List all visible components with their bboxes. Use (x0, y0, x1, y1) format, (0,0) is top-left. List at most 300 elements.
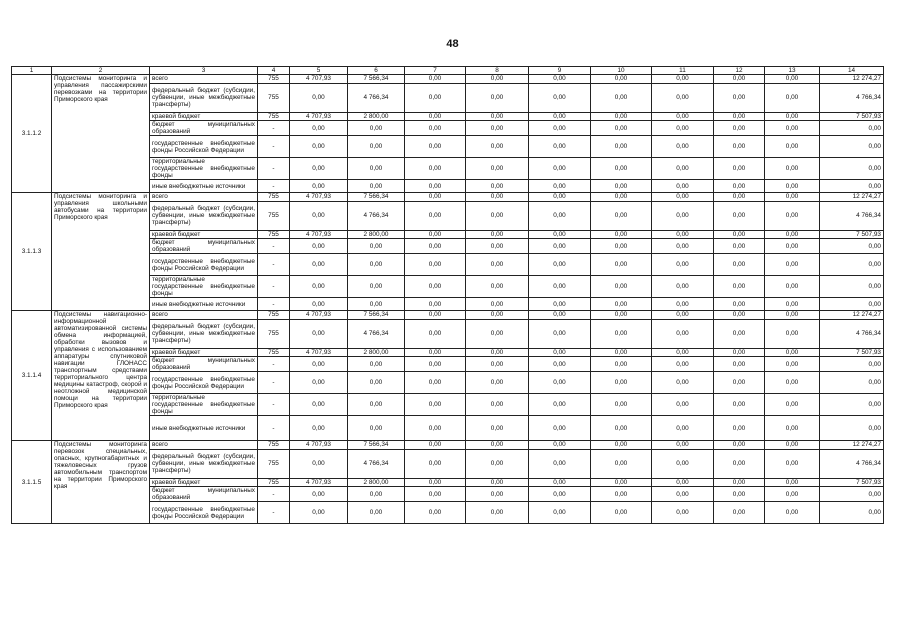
funding-source: федеральный бюджет (субсидии, субвенции, иные межбюджетные трансферты) (150, 319, 258, 348)
year-amount: 0,00 (714, 319, 765, 348)
year-amount: 4 707,93 (290, 193, 348, 202)
year-amount: 0,00 (466, 487, 529, 502)
year-amount: 0,00 (714, 136, 765, 158)
year-amount: 0,00 (405, 441, 466, 450)
year-amount: 0,00 (466, 311, 529, 320)
item-code: 3.1.1.5 (12, 441, 52, 524)
year-amount: 0,00 (290, 239, 348, 254)
year-amount: 0,00 (348, 394, 405, 416)
year-amount: 4 707,93 (290, 311, 348, 320)
year-amount: 0,00 (765, 112, 820, 121)
table-row (12, 311, 884, 320)
year-amount: 0,00 (405, 449, 466, 478)
year-amount: 0,00 (529, 502, 591, 524)
funding-source: территориальные государственные внебюджетные фонды (150, 394, 258, 416)
year-amount: 4 766,34 (348, 319, 405, 348)
year-amount: 0,00 (765, 298, 820, 311)
year-amount: 0,00 (765, 416, 820, 441)
column-header: 4 (258, 67, 290, 75)
year-amount: 7 566,34 (348, 75, 405, 84)
funding-source: территориальные государственные внебюджетные фонды (150, 276, 258, 298)
year-amount: 0,00 (591, 254, 652, 276)
grbs-code: - (258, 487, 290, 502)
year-amount: 0,00 (591, 357, 652, 372)
grbs-code: 755 (258, 478, 290, 487)
year-amount: 0,00 (405, 311, 466, 320)
year-amount: 0,00 (765, 158, 820, 180)
funding-source: краевой бюджет (150, 348, 258, 357)
grbs-code: 755 (258, 112, 290, 121)
total-amount: 12 274,27 (820, 311, 884, 320)
year-amount: 0,00 (405, 276, 466, 298)
year-amount: 0,00 (405, 394, 466, 416)
funding-source: краевой бюджет (150, 230, 258, 239)
year-amount: 0,00 (714, 441, 765, 450)
year-amount: 4 707,93 (290, 348, 348, 357)
year-amount: 0,00 (290, 372, 348, 394)
year-amount: 0,00 (290, 357, 348, 372)
grbs-code: 755 (258, 201, 290, 230)
year-amount: 0,00 (714, 158, 765, 180)
year-amount: 0,00 (714, 276, 765, 298)
item-name: Подсистемы мониторинга перевозок специальных, опасных, крупногабаритных и тяжеловесных грузов автомобильным транспортом на территории Приморского края (52, 441, 150, 524)
item-code: 3.1.1.2 (12, 75, 52, 193)
year-amount: 0,00 (714, 348, 765, 357)
total-amount: 7 507,93 (820, 348, 884, 357)
year-amount: 0,00 (652, 276, 714, 298)
year-amount: 0,00 (405, 357, 466, 372)
year-amount: 0,00 (652, 394, 714, 416)
total-amount: 0,00 (820, 239, 884, 254)
funding-source: государственные внебюджетные фонды Российской Федерации (150, 254, 258, 276)
year-amount: 0,00 (765, 83, 820, 112)
year-amount: 0,00 (652, 180, 714, 193)
year-amount: 0,00 (529, 230, 591, 239)
grbs-code: 755 (258, 75, 290, 84)
year-amount: 0,00 (529, 394, 591, 416)
year-amount: 0,00 (466, 180, 529, 193)
year-amount: 0,00 (591, 158, 652, 180)
year-amount: 0,00 (652, 239, 714, 254)
total-amount: 7 507,93 (820, 230, 884, 239)
year-amount: 0,00 (652, 449, 714, 478)
year-amount: 4 707,93 (290, 441, 348, 450)
year-amount: 0,00 (652, 112, 714, 121)
year-amount: 0,00 (714, 254, 765, 276)
year-amount: 0,00 (714, 357, 765, 372)
year-amount: 0,00 (591, 239, 652, 254)
total-amount: 0,00 (820, 276, 884, 298)
year-amount: 4 707,93 (290, 230, 348, 239)
year-amount: 0,00 (591, 311, 652, 320)
year-amount: 0,00 (591, 348, 652, 357)
year-amount: 0,00 (405, 136, 466, 158)
year-amount: 0,00 (765, 357, 820, 372)
total-amount: 7 507,93 (820, 112, 884, 121)
year-amount: 0,00 (405, 487, 466, 502)
year-amount: 2 800,00 (348, 230, 405, 239)
year-amount: 0,00 (348, 298, 405, 311)
funding-source: государственные внебюджетные фонды Российской Федерации (150, 502, 258, 524)
year-amount: 0,00 (652, 201, 714, 230)
year-amount: 0,00 (714, 201, 765, 230)
total-amount: 0,00 (820, 357, 884, 372)
year-amount: 0,00 (529, 298, 591, 311)
year-amount: 0,00 (290, 276, 348, 298)
year-amount: 0,00 (405, 83, 466, 112)
year-amount: 0,00 (466, 276, 529, 298)
year-amount: 0,00 (466, 112, 529, 121)
year-amount: 0,00 (765, 276, 820, 298)
year-amount: 2 800,00 (348, 348, 405, 357)
year-amount: 0,00 (529, 180, 591, 193)
table-row (12, 193, 884, 202)
funding-source: федеральный бюджет (субсидии, субвенции, иные межбюджетные трансферты) (150, 201, 258, 230)
total-amount: 0,00 (820, 254, 884, 276)
year-amount: 0,00 (652, 311, 714, 320)
year-amount: 0,00 (714, 416, 765, 441)
year-amount: 0,00 (290, 449, 348, 478)
year-amount: 0,00 (466, 394, 529, 416)
year-amount: 0,00 (529, 201, 591, 230)
year-amount: 0,00 (466, 254, 529, 276)
year-amount: 0,00 (529, 311, 591, 320)
year-amount: 0,00 (466, 357, 529, 372)
year-amount: 0,00 (591, 136, 652, 158)
year-amount: 0,00 (529, 121, 591, 136)
year-amount: 0,00 (714, 112, 765, 121)
column-header: 6 (348, 67, 405, 75)
grbs-code: 755 (258, 83, 290, 112)
grbs-code: 755 (258, 311, 290, 320)
grbs-code: 755 (258, 441, 290, 450)
year-amount: 0,00 (466, 449, 529, 478)
year-amount: 0,00 (466, 75, 529, 84)
year-amount: 0,00 (348, 487, 405, 502)
total-amount: 0,00 (820, 298, 884, 311)
year-amount: 0,00 (591, 83, 652, 112)
year-amount: 0,00 (405, 230, 466, 239)
year-amount: 0,00 (714, 298, 765, 311)
total-amount: 4 766,34 (820, 83, 884, 112)
grbs-code: - (258, 298, 290, 311)
year-amount: 0,00 (529, 319, 591, 348)
year-amount: 0,00 (290, 201, 348, 230)
year-amount: 2 800,00 (348, 478, 405, 487)
year-amount: 0,00 (348, 239, 405, 254)
year-amount: 0,00 (714, 121, 765, 136)
year-amount: 0,00 (466, 372, 529, 394)
column-header: 12 (714, 67, 765, 75)
year-amount: 0,00 (348, 254, 405, 276)
grbs-code: 755 (258, 319, 290, 348)
grbs-code: - (258, 121, 290, 136)
grbs-code: - (258, 372, 290, 394)
year-amount: 0,00 (591, 449, 652, 478)
year-amount: 0,00 (714, 239, 765, 254)
year-amount: 0,00 (529, 136, 591, 158)
year-amount: 0,00 (290, 254, 348, 276)
total-amount: 0,00 (820, 372, 884, 394)
year-amount: 0,00 (529, 158, 591, 180)
column-header: 8 (466, 67, 529, 75)
year-amount: 0,00 (466, 83, 529, 112)
year-amount: 0,00 (405, 158, 466, 180)
year-amount: 0,00 (466, 230, 529, 239)
year-amount: 0,00 (765, 75, 820, 84)
year-amount: 0,00 (714, 180, 765, 193)
year-amount: 0,00 (405, 180, 466, 193)
grbs-code: - (258, 276, 290, 298)
year-amount: 0,00 (714, 193, 765, 202)
funding-source: краевой бюджет (150, 112, 258, 121)
table-row (12, 441, 884, 450)
total-amount: 12 274,27 (820, 441, 884, 450)
grbs-code: - (258, 158, 290, 180)
year-amount: 0,00 (405, 254, 466, 276)
year-amount: 0,00 (714, 478, 765, 487)
year-amount: 0,00 (529, 348, 591, 357)
year-amount: 0,00 (765, 319, 820, 348)
year-amount: 0,00 (529, 449, 591, 478)
funding-source: федеральный бюджет (субсидии, субвенции, иные межбюджетные трансферты) (150, 449, 258, 478)
year-amount: 0,00 (591, 372, 652, 394)
year-amount: 0,00 (652, 83, 714, 112)
year-amount: 0,00 (529, 276, 591, 298)
year-amount: 0,00 (652, 348, 714, 357)
funding-source: бюджет муниципальных образований (150, 357, 258, 372)
year-amount: 0,00 (405, 319, 466, 348)
funding-source: бюджет муниципальных образований (150, 121, 258, 136)
grbs-code: - (258, 357, 290, 372)
year-amount: 7 566,34 (348, 311, 405, 320)
total-amount: 4 766,34 (820, 319, 884, 348)
year-amount: 0,00 (290, 487, 348, 502)
year-amount: 0,00 (652, 254, 714, 276)
year-amount: 0,00 (290, 416, 348, 441)
year-amount: 0,00 (765, 201, 820, 230)
column-header: 10 (591, 67, 652, 75)
total-amount: 12 274,27 (820, 193, 884, 202)
year-amount: 0,00 (405, 201, 466, 230)
year-amount: 0,00 (405, 478, 466, 487)
year-amount: 0,00 (765, 136, 820, 158)
column-header: 9 (529, 67, 591, 75)
year-amount: 0,00 (714, 83, 765, 112)
year-amount: 4 707,93 (290, 478, 348, 487)
funding-source: иные внебюджетные источники (150, 298, 258, 311)
year-amount: 0,00 (290, 502, 348, 524)
year-amount: 0,00 (714, 372, 765, 394)
funding-source: всего (150, 441, 258, 450)
year-amount: 0,00 (652, 193, 714, 202)
year-amount: 0,00 (466, 319, 529, 348)
total-amount: 0,00 (820, 121, 884, 136)
year-amount: 4 707,93 (290, 112, 348, 121)
budget-table (11, 66, 884, 524)
year-amount: 0,00 (765, 372, 820, 394)
grbs-code: - (258, 502, 290, 524)
year-amount: 0,00 (466, 158, 529, 180)
year-amount: 0,00 (348, 121, 405, 136)
year-amount: 0,00 (765, 502, 820, 524)
table-row (12, 75, 884, 84)
total-amount: 0,00 (820, 487, 884, 502)
year-amount: 0,00 (765, 193, 820, 202)
year-amount: 0,00 (348, 136, 405, 158)
total-amount: 0,00 (820, 158, 884, 180)
column-header: 2 (52, 67, 150, 75)
year-amount: 0,00 (591, 230, 652, 239)
year-amount: 0,00 (652, 357, 714, 372)
year-amount: 0,00 (466, 441, 529, 450)
year-amount: 0,00 (591, 75, 652, 84)
funding-source: территориальные государственные внебюджетные фонды (150, 158, 258, 180)
year-amount: 0,00 (405, 239, 466, 254)
year-amount: 0,00 (591, 502, 652, 524)
year-amount: 0,00 (405, 298, 466, 311)
year-amount: 0,00 (290, 319, 348, 348)
year-amount: 0,00 (290, 298, 348, 311)
year-amount: 4 766,34 (348, 449, 405, 478)
total-amount: 4 766,34 (820, 449, 884, 478)
year-amount: 0,00 (765, 487, 820, 502)
total-amount: 7 507,93 (820, 478, 884, 487)
year-amount: 0,00 (348, 276, 405, 298)
year-amount: 0,00 (348, 180, 405, 193)
grbs-code: - (258, 136, 290, 158)
year-amount: 0,00 (765, 441, 820, 450)
column-header: 14 (820, 67, 884, 75)
year-amount: 0,00 (652, 75, 714, 84)
year-amount: 0,00 (348, 416, 405, 441)
year-amount: 0,00 (466, 478, 529, 487)
year-amount: 4 766,34 (348, 83, 405, 112)
year-amount: 0,00 (765, 478, 820, 487)
funding-source: федеральный бюджет (субсидии, субвенции, иные межбюджетные трансферты) (150, 83, 258, 112)
year-amount: 0,00 (466, 121, 529, 136)
year-amount: 0,00 (348, 502, 405, 524)
year-amount: 0,00 (714, 230, 765, 239)
total-amount: 0,00 (820, 180, 884, 193)
year-amount: 0,00 (529, 75, 591, 84)
year-amount: 0,00 (405, 75, 466, 84)
year-amount: 0,00 (405, 372, 466, 394)
year-amount: 0,00 (652, 478, 714, 487)
grbs-code: 755 (258, 348, 290, 357)
year-amount: 0,00 (529, 357, 591, 372)
grbs-code: - (258, 239, 290, 254)
year-amount: 0,00 (652, 372, 714, 394)
column-header: 5 (290, 67, 348, 75)
year-amount: 0,00 (765, 230, 820, 239)
column-header: 1 (12, 67, 52, 75)
funding-source: краевой бюджет (150, 478, 258, 487)
year-amount: 0,00 (348, 158, 405, 180)
year-amount: 0,00 (529, 83, 591, 112)
funding-source: государственные внебюджетные фонды Российской Федерации (150, 136, 258, 158)
year-amount: 0,00 (591, 394, 652, 416)
grbs-code: 755 (258, 193, 290, 202)
year-amount: 2 800,00 (348, 112, 405, 121)
year-amount: 0,00 (405, 193, 466, 202)
year-amount: 0,00 (466, 298, 529, 311)
year-amount: 0,00 (529, 254, 591, 276)
header-row (12, 67, 884, 75)
year-amount: 0,00 (591, 319, 652, 348)
year-amount: 7 566,34 (348, 441, 405, 450)
year-amount: 0,00 (529, 112, 591, 121)
year-amount: 0,00 (290, 158, 348, 180)
year-amount: 7 566,34 (348, 193, 405, 202)
year-amount: 0,00 (466, 348, 529, 357)
item-name: Подсистемы навигационно-информационной автоматизированной системы обмена информацией, обработки вызовов и управления с использованием аппаратуры спутниковой навигации ГЛОНАСС транспортным средствами территориального центра медицины катастроф, скорой и неотложной медицинской помощи на территории Приморского края (52, 311, 150, 441)
year-amount: 0,00 (765, 394, 820, 416)
year-amount: 0,00 (652, 319, 714, 348)
year-amount: 0,00 (765, 311, 820, 320)
year-amount: 0,00 (591, 416, 652, 441)
year-amount: 0,00 (405, 121, 466, 136)
item-code: 3.1.1.3 (12, 193, 52, 311)
year-amount: 0,00 (591, 121, 652, 136)
year-amount: 4 766,34 (348, 201, 405, 230)
item-code: 3.1.1.4 (12, 311, 52, 441)
year-amount: 0,00 (652, 230, 714, 239)
grbs-code: - (258, 180, 290, 193)
grbs-code: - (258, 254, 290, 276)
year-amount: 0,00 (290, 83, 348, 112)
column-header: 3 (150, 67, 258, 75)
grbs-code: 755 (258, 449, 290, 478)
total-amount: 0,00 (820, 416, 884, 441)
year-amount: 0,00 (652, 416, 714, 441)
total-amount: 12 274,27 (820, 75, 884, 84)
year-amount: 0,00 (529, 487, 591, 502)
grbs-code: - (258, 416, 290, 441)
year-amount: 4 707,93 (290, 75, 348, 84)
year-amount: 0,00 (591, 441, 652, 450)
funding-source: бюджет муниципальных образований (150, 239, 258, 254)
year-amount: 0,00 (652, 502, 714, 524)
year-amount: 0,00 (405, 112, 466, 121)
grbs-code: - (258, 394, 290, 416)
funding-source: всего (150, 75, 258, 84)
item-name: Подсистемы мониторинга и управления школьными автобусами на территории Приморского края (52, 193, 150, 311)
year-amount: 0,00 (466, 136, 529, 158)
total-amount: 4 766,34 (820, 201, 884, 230)
funding-source: государственные внебюджетные фонды Российской Федерации (150, 372, 258, 394)
year-amount: 0,00 (714, 502, 765, 524)
column-header: 13 (765, 67, 820, 75)
year-amount: 0,00 (405, 502, 466, 524)
year-amount: 0,00 (652, 441, 714, 450)
year-amount: 0,00 (765, 449, 820, 478)
year-amount: 0,00 (652, 298, 714, 311)
year-amount: 0,00 (714, 311, 765, 320)
year-amount: 0,00 (529, 441, 591, 450)
year-amount: 0,00 (290, 180, 348, 193)
year-amount: 0,00 (765, 239, 820, 254)
year-amount: 0,00 (714, 449, 765, 478)
year-amount: 0,00 (529, 193, 591, 202)
year-amount: 0,00 (591, 276, 652, 298)
year-amount: 0,00 (529, 478, 591, 487)
year-amount: 0,00 (290, 394, 348, 416)
year-amount: 0,00 (591, 478, 652, 487)
grbs-code: 755 (258, 230, 290, 239)
year-amount: 0,00 (765, 121, 820, 136)
year-amount: 0,00 (529, 416, 591, 441)
